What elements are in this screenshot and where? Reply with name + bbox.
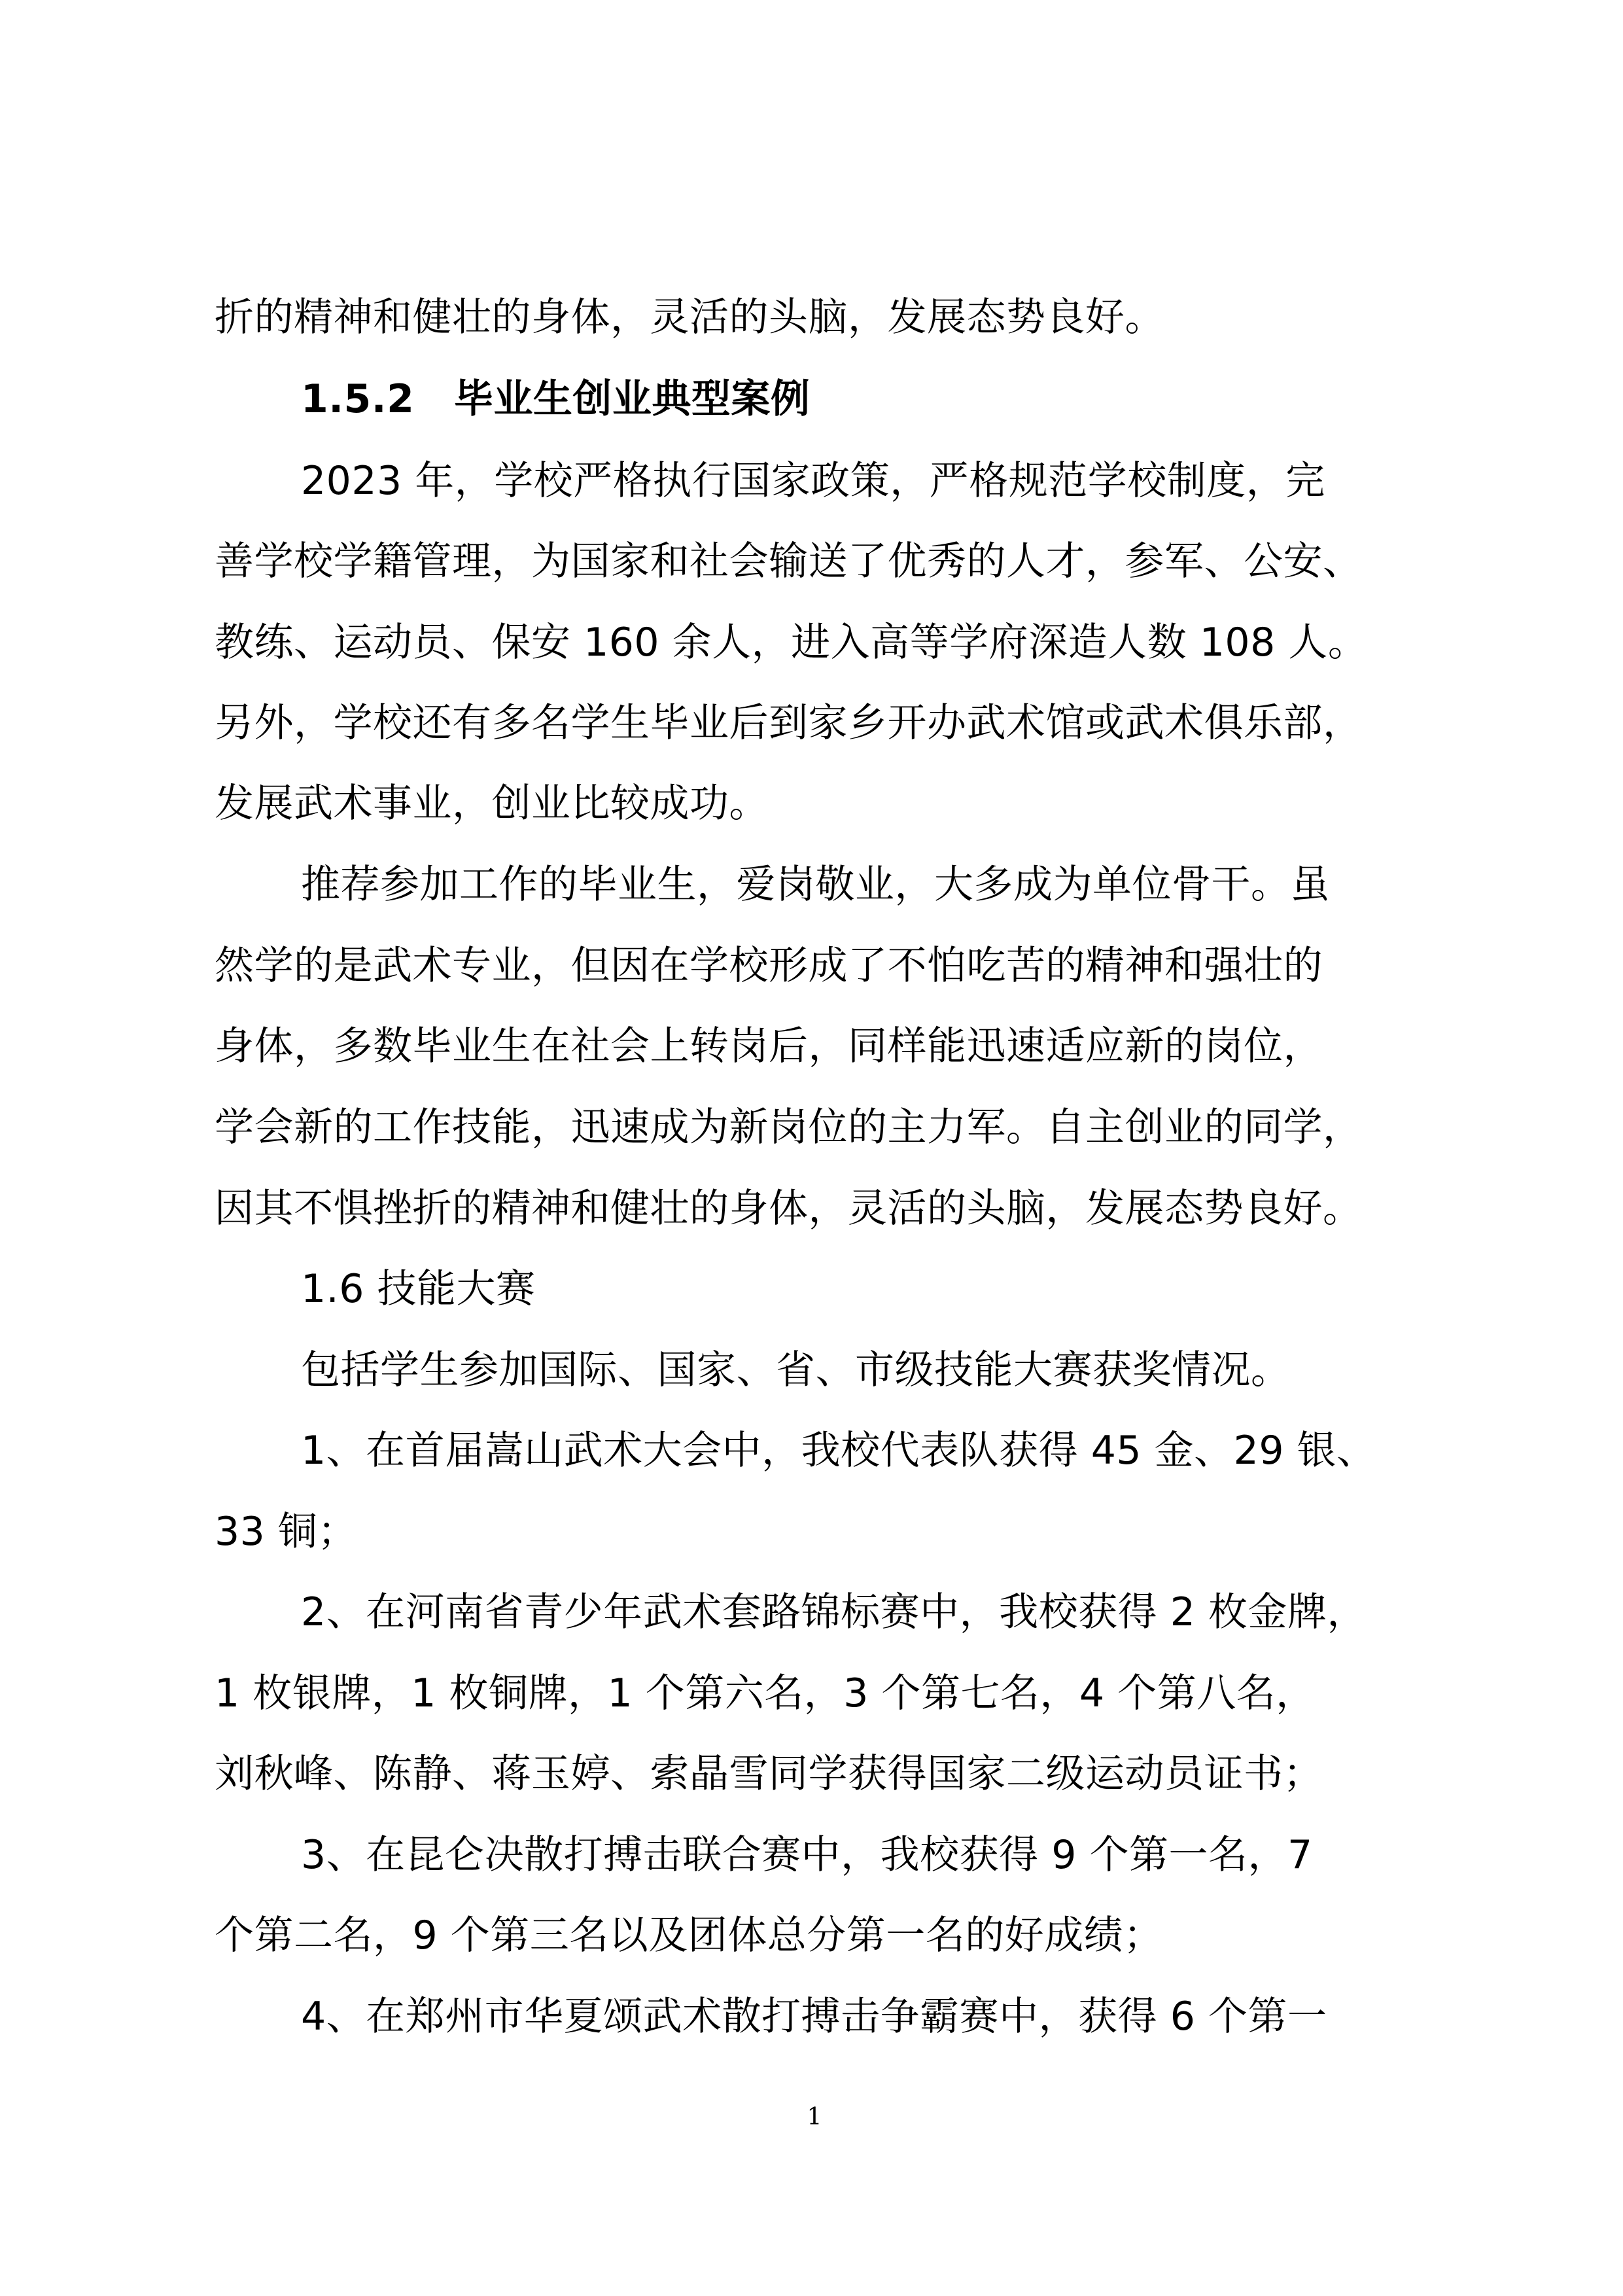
list-item-line: 1、在首届嵩山武术大会中，我校代表队获得 45 金、29 银、 bbox=[301, 1428, 1376, 1474]
list-item-line: 刘秋峰、陈静、蒋玉婷、索晶雪同学获得国家二级运动员证书； bbox=[215, 1751, 1323, 1797]
list-item-line: 1 枚银牌，1 枚铜牌，1 个第六名，3 个第七名，4 个第八名， bbox=[215, 1670, 1316, 1716]
paragraph-line: 因其不惧挫折的精神和健壮的身体，灵活的头脑，发展态势良好。 bbox=[215, 1186, 1363, 1231]
paragraph-line: 包括学生参加国际、国家、省、市级技能大赛获奖情况。 bbox=[301, 1347, 1291, 1393]
page-number: 1 bbox=[807, 2104, 822, 2130]
paragraph-line: 教练、运动员、保安 160 余人，进入高等学府深造人数 108 人。 bbox=[215, 620, 1368, 665]
section-heading: 1.6 技能大赛 bbox=[301, 1266, 536, 1312]
paragraph-line: 另外，学校还有多名学生毕业后到家乡开办武术馆或武术俱乐部， bbox=[215, 700, 1363, 746]
paragraph-line: 推荐参加工作的毕业生，爱岗敬业，大多成为单位骨干。虽 bbox=[301, 862, 1330, 908]
paragraph-line: 折的精神和健壮的身体，灵活的头脑，发展态势良好。 bbox=[215, 294, 1164, 340]
paragraph-line: 学会新的工作技能，迅速成为新岗位的主力军。自主创业的同学， bbox=[215, 1104, 1363, 1150]
list-item-line: 个第二名，9 个第三名以及团体总分第一名的好成绩； bbox=[215, 1913, 1163, 1958]
list-item-line: 2、在河南省青少年武术套路锦标赛中，我校获得 2 枚金牌， bbox=[301, 1589, 1367, 1635]
list-item-line: 3、在昆仑决散打搏击联合赛中，我校获得 9 个第一名，7 bbox=[301, 1832, 1313, 1878]
paragraph-line: 身体，多数毕业生在社会上转岗后，同样能迅速适应新的岗位， bbox=[215, 1023, 1323, 1069]
paragraph-line: 善学校学籍管理，为国家和社会输送了优秀的人才，参军、公安、 bbox=[215, 539, 1363, 584]
paragraph-line: 然学的是武术专业，但因在学校形成了不怕吃苦的精神和强壮的 bbox=[215, 943, 1323, 989]
section-heading: 1.5.2 毕业生创业典型案例 bbox=[301, 376, 811, 422]
paragraph-line: 发展武术事业，创业比较成功。 bbox=[215, 781, 769, 826]
list-item-line: 4、在郑州市华夏颂武术散打搏击争霸赛中，获得 6 个第一 bbox=[301, 1994, 1327, 2040]
paragraph-line: 2023 年，学校严格执行国家政策，严格规范学校制度，完 bbox=[301, 458, 1325, 504]
list-item-line: 33 铜； bbox=[215, 1509, 357, 1555]
